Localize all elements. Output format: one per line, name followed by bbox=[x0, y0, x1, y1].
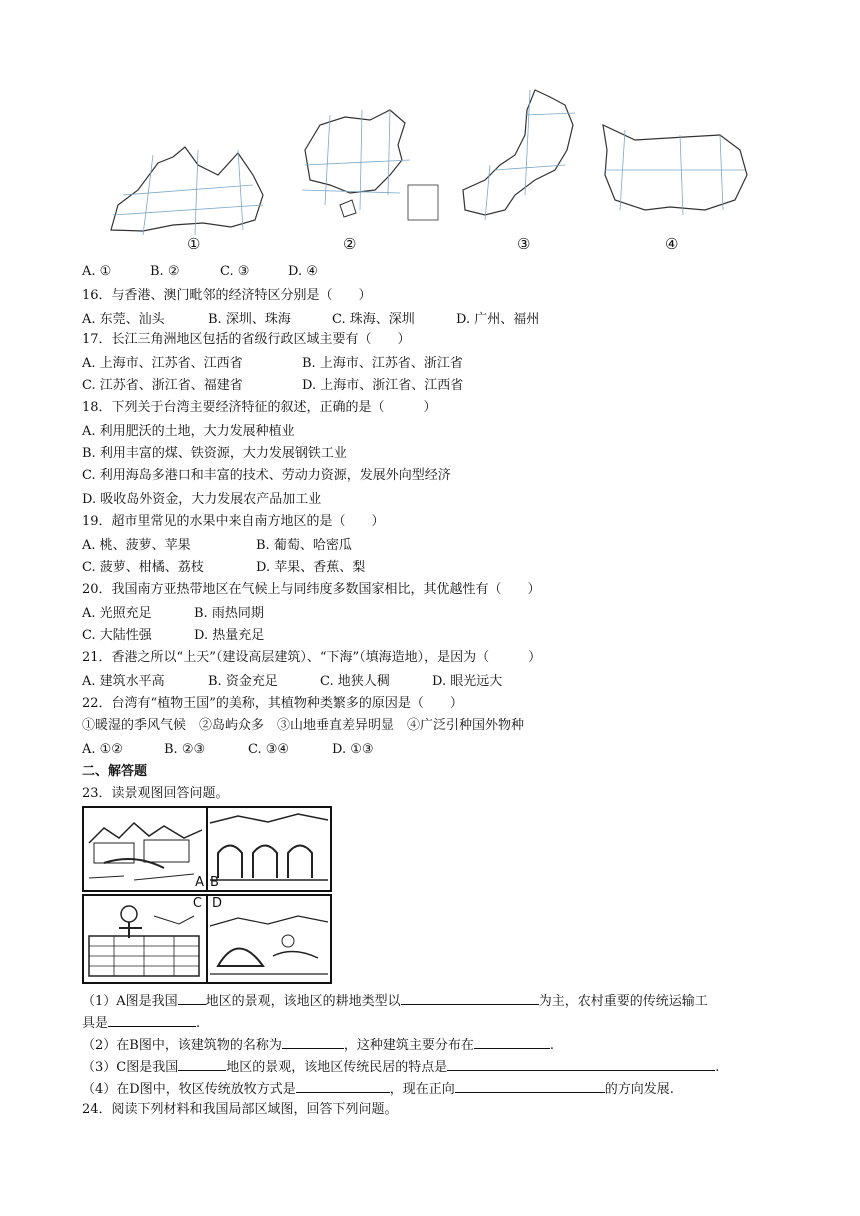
q23-sub2-text-b: ，这种建筑主要分布在 bbox=[343, 1038, 474, 1053]
option[interactable]: D. ①③ bbox=[332, 742, 374, 757]
map-4-outline bbox=[595, 115, 755, 225]
q23-sub2 bbox=[82, 1034, 554, 1056]
question-19-options-row1 bbox=[82, 536, 352, 556]
option[interactable]: B. 上海市、江苏省、浙江省 bbox=[302, 356, 463, 371]
question-23-stem: 23．读景观图回答问题。 bbox=[82, 786, 229, 801]
question-21-stem: 21．香港之所以“上天”（建设高层建筑）、“下海”（填海造地），是因为（ ） bbox=[82, 650, 542, 665]
option[interactable]: A. ①② bbox=[82, 742, 123, 757]
q23-sub3-text-b: 地区的景观，该地区传统民居的特点是 bbox=[226, 1060, 448, 1075]
question-16-options bbox=[82, 310, 539, 330]
option[interactable]: B. ② bbox=[150, 264, 180, 279]
q23-sub1-text-e: . bbox=[196, 1016, 201, 1031]
option[interactable]: C. 大陆性强 bbox=[82, 628, 152, 643]
map-label-3: ③ bbox=[517, 235, 531, 253]
option[interactable]: B. 深圳、珠海 bbox=[208, 312, 291, 327]
question-24-stem: 24．阅读下列材料和我国局部区域图，回答下列问题。 bbox=[82, 1102, 398, 1117]
answer-blank[interactable] bbox=[178, 1056, 226, 1071]
answer-blank[interactable] bbox=[282, 1034, 344, 1049]
map-label-4: ④ bbox=[665, 235, 679, 253]
q23-sub3 bbox=[82, 1056, 719, 1078]
question-19-stem: 19．超市里常见的水果中来自南方地区的是（ ） bbox=[82, 514, 385, 529]
option[interactable]: A. 利用肥沃的土地，大力发展种植业 bbox=[82, 424, 295, 439]
map-2-outline bbox=[290, 105, 450, 225]
option[interactable]: A. 建筑水平高 bbox=[82, 674, 165, 689]
question-18-stem: 18．下列关于台湾主要经济特征的叙述，正确的是（ ） bbox=[82, 400, 437, 415]
q23-sub4 bbox=[82, 1078, 674, 1100]
option[interactable]: C. 利用海岛多港口和丰富的技术、劳动力资源，发展外向型经济 bbox=[82, 468, 451, 483]
option[interactable]: B. ②③ bbox=[164, 742, 206, 757]
option[interactable]: C. 地狭人稠 bbox=[320, 674, 390, 689]
option[interactable]: A. 桃、菠萝、苹果 bbox=[82, 538, 191, 553]
landscape-picture-b bbox=[206, 806, 332, 892]
option[interactable]: D. 眼光远大 bbox=[432, 674, 503, 689]
q23-sub1 bbox=[82, 990, 708, 1012]
option[interactable]: D. 广州、福州 bbox=[456, 312, 540, 327]
map-strip bbox=[95, 85, 765, 260]
question-22-items: ①暖湿的季风气候 ②岛屿众多 ③山地垂直差异明显 ④广泛引种国外物种 bbox=[82, 718, 525, 733]
option[interactable]: C. ③ bbox=[220, 264, 250, 279]
answer-blank[interactable] bbox=[178, 990, 206, 1005]
option[interactable]: C. 珠海、深圳 bbox=[332, 312, 415, 327]
picture-label-b: B bbox=[210, 875, 219, 890]
q23-sub3-text-a: （3）C图是我国 bbox=[82, 1060, 179, 1075]
option[interactable]: A. ① bbox=[82, 264, 112, 279]
question-17-stem: 17．长江三角洲地区包括的省级行政区域主要有（ ） bbox=[82, 332, 411, 347]
section-title: 二、解答题 bbox=[82, 764, 148, 779]
answer-blank[interactable] bbox=[296, 1078, 390, 1093]
option[interactable]: D. 苹果、香蕉、梨 bbox=[256, 560, 366, 575]
answer-blank[interactable] bbox=[401, 990, 539, 1005]
option[interactable]: C. 菠萝、柑橘、荔枝 bbox=[82, 560, 204, 575]
option[interactable]: B. 利用丰富的煤、铁资源，大力发展钢铁工业 bbox=[82, 446, 347, 461]
option[interactable]: C. 江苏省、浙江省、福建省 bbox=[82, 378, 243, 393]
map-3-outline bbox=[455, 85, 595, 235]
q23-sub1-text-c: 为主，农村重要的传统运输工 bbox=[538, 994, 708, 1009]
landscape-picture-c bbox=[82, 894, 208, 984]
option[interactable]: D. 热量充足 bbox=[194, 628, 265, 643]
option[interactable]: B. 雨热同期 bbox=[194, 606, 264, 621]
landscape-picture-a bbox=[82, 806, 208, 892]
question-17-options-row2 bbox=[82, 376, 463, 396]
question-20-options-row2 bbox=[82, 626, 264, 646]
option[interactable]: D. 吸收岛外资金，大力发展农产品加工业 bbox=[82, 492, 322, 507]
map-label-2: ② bbox=[343, 235, 357, 253]
q23-sub2-text-c: . bbox=[549, 1038, 554, 1053]
map-1-outline bbox=[103, 135, 273, 245]
question-20-options-row1 bbox=[82, 604, 264, 624]
question-19-options-row2 bbox=[82, 558, 365, 578]
option[interactable]: A. 东莞、汕头 bbox=[82, 312, 165, 327]
question-20-stem: 20．我国南方亚热带地区在气候上与同纬度多数国家相比，其优越性有（ ） bbox=[82, 582, 541, 597]
q23-sub1-text-d: 具是 bbox=[82, 1016, 109, 1031]
question-16-stem: 16．与香港、澳门毗邻的经济特区分别是（ ） bbox=[82, 288, 372, 303]
q23-sub4-text-b: ，现在正向 bbox=[389, 1082, 455, 1097]
question-17-options-row1 bbox=[82, 354, 463, 374]
picture-label-a: A bbox=[195, 875, 204, 890]
option[interactable]: A. 光照充足 bbox=[82, 606, 152, 621]
q23-sub3-text-c: . bbox=[715, 1060, 720, 1075]
answer-blank[interactable] bbox=[108, 1012, 196, 1027]
picture-label-d: D bbox=[212, 896, 223, 911]
question-22-stem: 22．台湾有“植物王国”的美称，其植物种类繁多的原因是（ ） bbox=[82, 696, 463, 711]
q23-sub1-text-b: 地区的景观，该地区的耕地类型以 bbox=[205, 994, 401, 1009]
map-label-1: ① bbox=[187, 235, 201, 253]
q15-options bbox=[82, 262, 318, 282]
picture-label-c: C bbox=[192, 896, 202, 911]
question-22-options bbox=[82, 740, 374, 760]
landscape-picture-d bbox=[206, 894, 332, 984]
q23-sub4-text-c: 的方向发展. bbox=[604, 1082, 674, 1097]
question-21-options bbox=[82, 672, 502, 692]
option[interactable]: B. 葡萄、哈密瓜 bbox=[256, 538, 352, 553]
option[interactable]: D. 上海市、浙江省、江西省 bbox=[302, 378, 464, 393]
q23-sub1-text-a: （1）A图是我国 bbox=[82, 994, 178, 1009]
option[interactable]: B. 资金充足 bbox=[208, 674, 278, 689]
answer-blank[interactable] bbox=[447, 1056, 715, 1071]
answer-blank[interactable] bbox=[474, 1034, 550, 1049]
q23-sub1-cont bbox=[82, 1012, 200, 1034]
option[interactable]: A. 上海市、江苏省、江西省 bbox=[82, 356, 243, 371]
q23-sub2-text-a: （2）在B图中，该建筑物的名称为 bbox=[82, 1038, 282, 1053]
landscape-figure bbox=[82, 806, 330, 982]
answer-blank[interactable] bbox=[455, 1078, 605, 1093]
option[interactable]: D. ④ bbox=[288, 264, 318, 279]
option[interactable]: C. ③④ bbox=[248, 742, 290, 757]
q23-sub4-text-a: （4）在D图中，牧区传统放牧方式是 bbox=[82, 1082, 296, 1097]
